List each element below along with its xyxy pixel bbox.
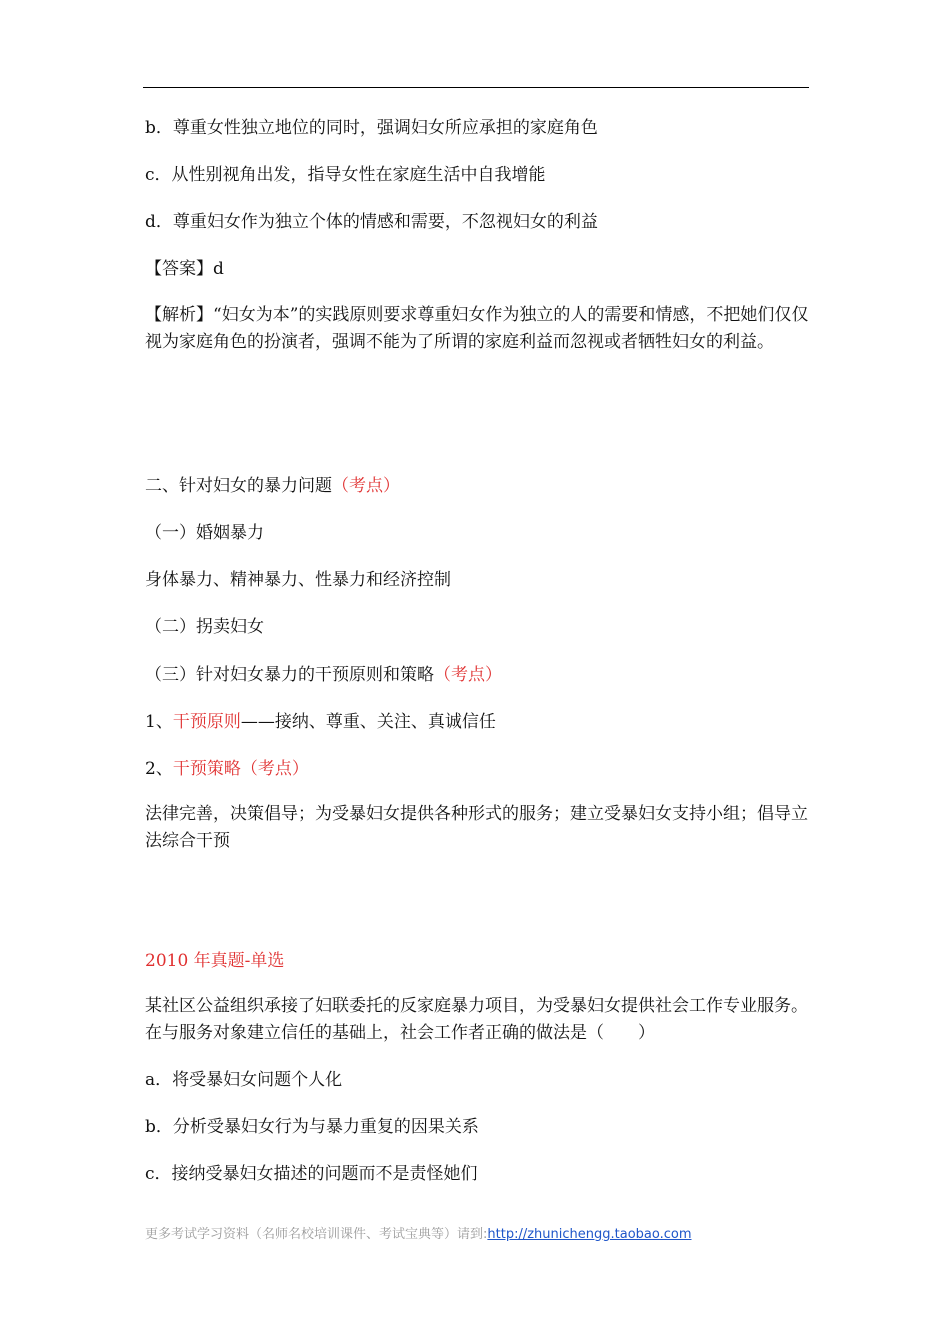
answer: 【答案】d [145,259,224,279]
analysis-paragraph: 【解析】“妇女为本”的实践原则要求尊重妇女作为独立的人的需要和情感，不把她们仅仅视为家庭角色的扮演者，强调不能为了所谓的家庭利益而忽视或者牺牲妇女的利益。 [145,305,809,352]
item-1 [145,710,496,734]
kaodian-tag: （考点） [332,476,400,496]
strategies-paragraph: 法律完善，决策倡导；为受暴妇女提供各种形式的服务；建立受暴妇女支持小组；倡导立法综合干预 [145,804,808,851]
item-2-keyword: 干预策略（考点） [172,759,309,779]
subsection-1-title: （一）婚姻暴力 [145,523,264,543]
item-1-number: 1、 [145,712,173,732]
item-2 [145,757,309,781]
subsection-3-heading [145,663,502,687]
item-2-number: 2、 [145,759,173,779]
footer-text: 更多考试学习资料（名师名校培训课件、考试宝典等）请到: [145,1227,488,1242]
question-text: 某社区公益组织承接了妇联委托的反家庭暴力项目，为受暴妇女提供社会工作专业服务。在与服务对象建立信任的基础上，社会工作者正确的做法是（ ） [145,996,808,1043]
kaodian-tag: （考点） [434,665,502,685]
question-option-a: a．将受暴妇女问题个人化 [145,1070,343,1090]
question-option-b: b．分析受暴妇女行为与暴力重复的因果关系 [145,1117,479,1137]
option-b: b．尊重女性独立地位的同时，强调妇女所应承担的家庭角色 [145,118,598,138]
item-1-keyword: 干预原则 [172,712,241,732]
page-footer [145,1226,692,1244]
section-2-heading [145,474,400,498]
header-rule [143,87,809,88]
subsection-2-title: （二）拐卖妇女 [145,617,264,637]
section-2-title: 二、针对妇女的暴力问题 [145,476,332,496]
exam-title: 2010 年真题-单选 [145,951,285,971]
subsection-1-body: 身体暴力、精神暴力、性暴力和经济控制 [145,570,451,590]
subsection-3-title: （三）针对妇女暴力的干预原则和策略 [145,665,434,685]
item-1-text: ——接纳、尊重、关注、真诚信任 [240,712,496,732]
question-option-c: c．接纳受暴妇女描述的问题而不是责怪她们 [145,1164,478,1184]
option-c: c．从性别视角出发，指导女性在家庭生活中自我增能 [145,165,546,185]
option-d: d．尊重妇女作为独立个体的情感和需要，不忽视妇女的利益 [145,212,598,232]
footer-link[interactable]: http://zhunichengg.taobao.com [487,1227,692,1242]
